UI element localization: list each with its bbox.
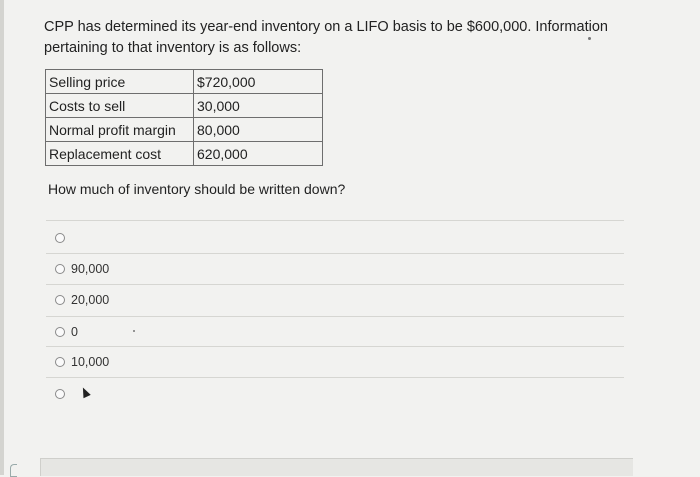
answer-option-5[interactable] — [55, 354, 109, 370]
question-text: CPP has determined its year-end inventory on a LIFO basis to be $600,000. Information pertaining to that inventory is as follows: — [44, 19, 608, 56]
radio-button[interactable] — [55, 389, 65, 399]
row-label: Replacement cost — [46, 142, 194, 166]
speck-mark — [588, 37, 591, 40]
table-row — [46, 118, 323, 142]
question-prompt: How much of inventory should be written down? — [48, 181, 346, 197]
radio-button[interactable] — [55, 327, 65, 337]
option-divider — [46, 253, 624, 254]
option-label: 20,000 — [71, 293, 110, 307]
row-label: Selling price — [46, 70, 194, 94]
row-label: Costs to sell — [46, 94, 194, 118]
option-divider — [46, 346, 624, 347]
row-label: Normal profit margin — [46, 118, 194, 142]
row-value: 30,000 — [194, 94, 323, 118]
radio-button[interactable] — [55, 233, 65, 243]
option-label: 0 — [71, 325, 78, 339]
table-row — [46, 70, 323, 94]
option-divider — [46, 377, 624, 378]
answer-option-4[interactable] — [55, 324, 78, 340]
answer-option-1[interactable] — [55, 230, 71, 246]
answer-option-3[interactable] — [55, 292, 109, 308]
next-question-panel-edge — [40, 458, 633, 476]
radio-button[interactable] — [55, 264, 65, 274]
option-label: 10,000 — [71, 355, 110, 369]
left-edge-strip — [0, 0, 4, 475]
option-divider — [46, 284, 624, 285]
corner-bracket-icon — [10, 464, 17, 477]
mouse-pointer-icon — [79, 386, 90, 398]
radio-button[interactable] — [55, 295, 65, 305]
row-value: 80,000 — [194, 118, 323, 142]
row-value: $720,000 — [194, 70, 323, 94]
option-divider — [46, 316, 624, 317]
option-divider — [46, 220, 624, 221]
row-value: 620,000 — [194, 142, 323, 166]
option-label: 90,000 — [71, 262, 110, 276]
table-row — [46, 142, 323, 166]
inventory-info-table — [45, 69, 323, 166]
table-row — [46, 94, 323, 118]
answer-option-6[interactable] — [55, 386, 71, 402]
speck-mark — [133, 330, 135, 332]
radio-button[interactable] — [55, 357, 65, 367]
answer-option-2[interactable] — [55, 261, 109, 277]
